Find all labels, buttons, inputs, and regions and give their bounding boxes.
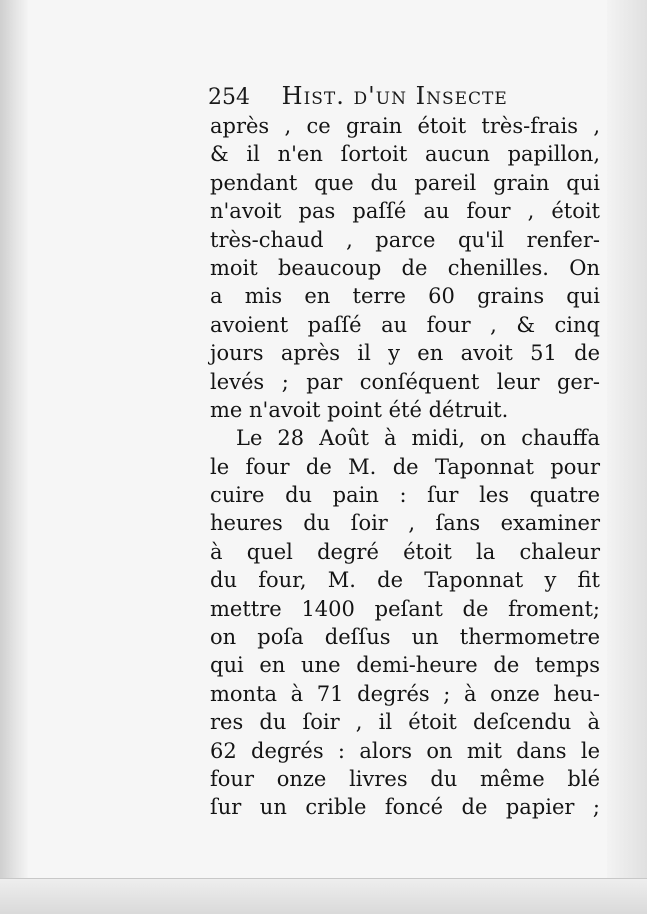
body-text [210, 112, 600, 822]
text-line: monta à 71 degrés ; à onze heu- [210, 681, 600, 706]
text-line: qui en une demi-heure de temps [210, 653, 600, 678]
text-line: heures du ſoir , ſans examiner [210, 511, 600, 536]
text-line: très-chaud , parce qu'il renfer- [210, 227, 600, 252]
text-line: 62 degrés : alors on mit dans le [210, 738, 600, 763]
text-line: levés ; par conſéquent leur ger- [210, 369, 600, 394]
page-gutter-shadow [0, 0, 28, 914]
running-title: Hist. d'un Insecte [281, 82, 508, 110]
text-line: ſur un crible foncé de papier ; [210, 795, 600, 820]
text-line: & il n'en ſortoit aucun papillon, [210, 142, 600, 167]
text-line: jours après il y en avoit 51 de [210, 341, 600, 366]
page-edge-shadow [607, 0, 647, 914]
text-line: me n'avoit point été détruit. [210, 397, 509, 422]
text-line: on poſa deſſus un thermometre [210, 625, 600, 650]
text-line: après , ce grain étoit très-frais , [210, 114, 600, 138]
text-line: pendant que du pareil grain qui [210, 170, 600, 195]
text-line: moit beaucoup de chenilles. On [210, 255, 600, 280]
text-line: mettre 1400 peſant de froment; [210, 596, 600, 621]
page-bottom-fold [0, 878, 647, 914]
text-line: le four de M. de Taponnat pour [210, 454, 600, 479]
paragraph-start-line: Le 28 Août à midi, on chauffa [236, 426, 600, 451]
text-line: n'avoit pas paſſé au four , étoit [210, 199, 600, 224]
text-line: du four, M. de Taponnat y fit [210, 568, 600, 593]
text-line: à quel degré étoit la chaleur [210, 539, 600, 564]
text-line: a mis en terre 60 grains qui [210, 284, 600, 309]
text-line: avoient paſſé au four , & cinq [210, 312, 600, 337]
text-line: four onze livres du même blé [210, 766, 600, 791]
text-line: res du ſoir , il étoit deſcendu à [210, 710, 600, 735]
page-number: 254 [208, 85, 250, 110]
text-line: cuire du pain : ſur les quatre [210, 483, 600, 508]
